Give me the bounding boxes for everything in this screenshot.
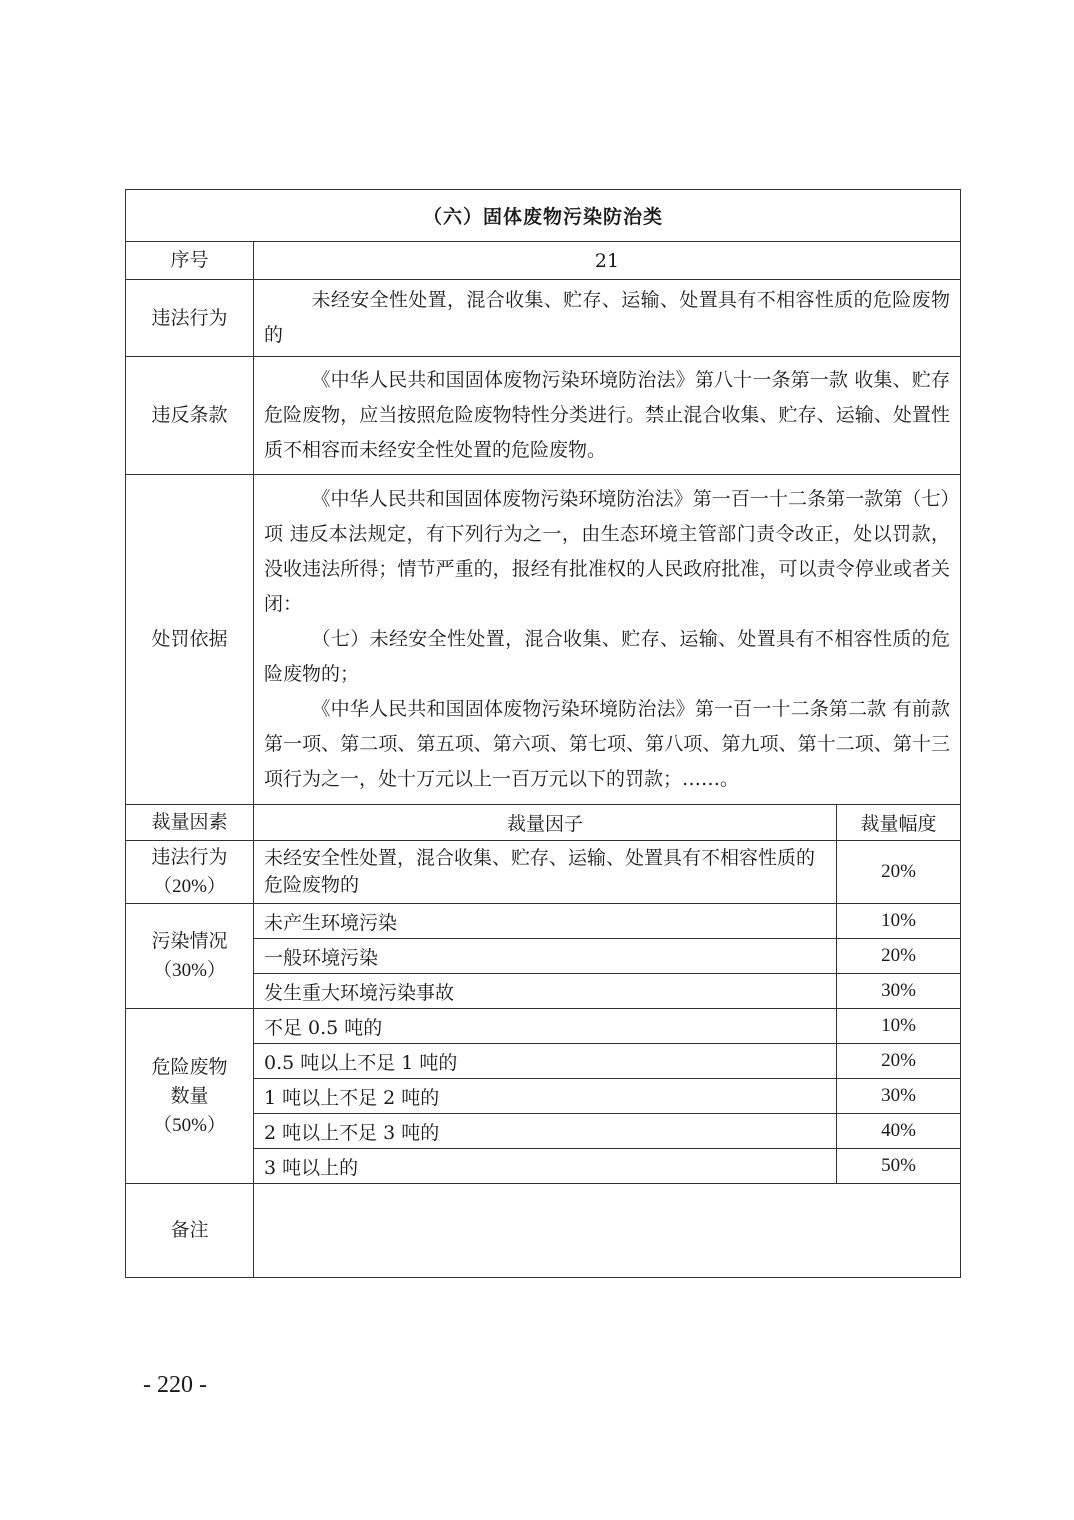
penalty-cell [254, 475, 961, 805]
factor-range: 30% [837, 974, 961, 1009]
factor-group-label [126, 1009, 254, 1184]
discretion-table [125, 189, 961, 1278]
factor-item: 3 吨以上的 [254, 1149, 837, 1184]
serial-value: 21 [254, 242, 961, 280]
factor-range: 20% [837, 939, 961, 974]
factor-range: 10% [837, 1009, 961, 1044]
factor-item: 未产生环境污染 [254, 904, 837, 939]
factor-item: 未经安全性处置，混合收集、贮存、运输、处置具有不相容性质的危险废物的 [254, 841, 837, 904]
page-number: - 220 - [143, 1372, 207, 1398]
factor-range: 20% [837, 841, 961, 904]
group-label-line: 违法行为 [151, 846, 228, 868]
factor-group-label [126, 904, 254, 1009]
group-label-line: 数量 [170, 1084, 209, 1107]
group-label-weight: （30%） [153, 960, 226, 981]
factor-item: 1 吨以上不足 2 吨的 [254, 1079, 837, 1114]
group-label-line: 危险废物 [151, 1055, 228, 1078]
clause-label: 违反条款 [126, 357, 254, 475]
factor-item: 不足 0.5 吨的 [254, 1009, 837, 1044]
factor-header-range: 裁量幅度 [837, 805, 961, 841]
penalty-paragraph: 《中华人民共和国固体废物污染环境防治法》第一百一十二条第二款 有前款第一项、第二项、第五项、第六项、第七项、第八项、第九项、第十二项、第十三项行为之一，处十万元以上一百万元以下的罚款；……。 [264, 698, 951, 790]
violation-text: 未经安全性处置，混合收集、贮存、运输、处置具有不相容性质的危险废物的 [264, 289, 951, 346]
clause-text: 《中华人民共和国固体废物污染环境防治法》第八十一条第一款 收集、贮存危险废物，应当按照危险废物特性分类进行。禁止混合收集、贮存、运输、处置性质不相容而未经安全性处置的危险废物。 [264, 369, 951, 461]
penalty-paragraph: （七）未经安全性处置，混合收集、贮存、运输、处置具有不相容性质的危险废物的； [264, 628, 951, 685]
factor-item: 0.5 吨以上不足 1 吨的 [254, 1044, 837, 1079]
group-label-weight: （50%） [153, 1114, 226, 1136]
clause-cell [254, 357, 961, 475]
remarks-value [254, 1184, 961, 1278]
factor-header-factor: 裁量因子 [254, 805, 837, 841]
factor-range: 20% [837, 1044, 961, 1079]
group-label-line: 污染情况 [151, 930, 228, 952]
factor-range: 30% [837, 1079, 961, 1114]
violation-cell [254, 280, 961, 357]
serial-label: 序号 [126, 242, 254, 280]
remarks-label: 备注 [126, 1184, 254, 1278]
factor-range: 10% [837, 904, 961, 939]
penalty-label: 处罚依据 [126, 475, 254, 805]
factor-header-element: 裁量因素 [126, 805, 254, 841]
factor-item: 发生重大环境污染事故 [254, 974, 837, 1009]
penalty-paragraph: 《中华人民共和国固体废物污染环境防治法》第一百一十二条第一款第（七）项 违反本法规定，有下列行为之一，由生态环境主管部门责令改正，处以罚款，没收违法所得；情节严重的，报经有批准权的人民政府批准，可以责令停业或者关闭： [264, 488, 951, 615]
table-title: （六）固体废物污染防治类 [126, 190, 961, 242]
factor-item: 一般环境污染 [254, 939, 837, 974]
factor-range: 50% [837, 1149, 961, 1184]
factor-range: 40% [837, 1114, 961, 1149]
factor-group-label [126, 841, 254, 904]
factor-item: 2 吨以上不足 3 吨的 [254, 1114, 837, 1149]
violation-label: 违法行为 [126, 280, 254, 357]
group-label-weight: （20%） [153, 876, 226, 897]
